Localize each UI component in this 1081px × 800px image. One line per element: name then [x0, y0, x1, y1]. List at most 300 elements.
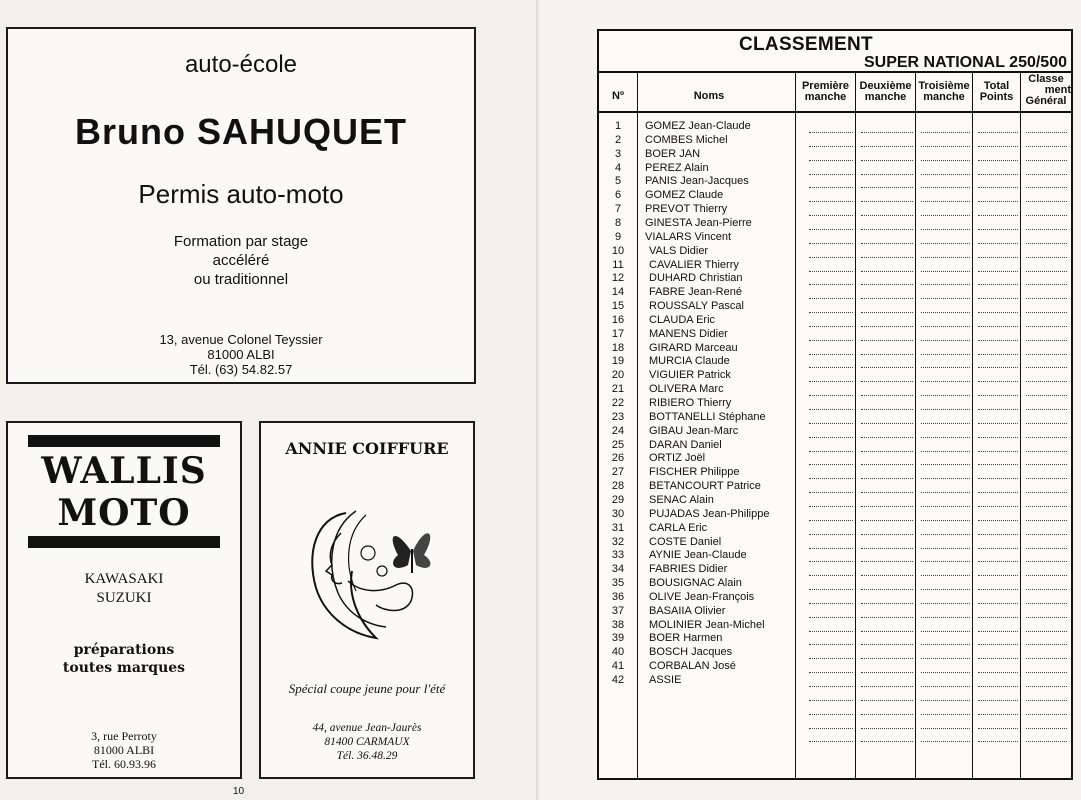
score-blank [861, 451, 913, 452]
score-blank [921, 451, 970, 452]
score-blank [809, 257, 853, 258]
score-blank [978, 617, 1018, 618]
header-number: Nº [612, 90, 624, 102]
score-blank [978, 271, 1018, 272]
score-blank [809, 520, 853, 521]
score-blank [809, 506, 853, 507]
score-blank [1026, 548, 1067, 549]
row-number: 37 [611, 604, 625, 617]
header-line: ment [1044, 84, 1071, 96]
score-blank [921, 326, 970, 327]
score-blank [1026, 229, 1067, 230]
row-number: 5 [614, 175, 622, 188]
score-blank [861, 506, 913, 507]
score-blank [861, 174, 913, 175]
row-name: CORBALAN José [649, 660, 736, 673]
score-blank [978, 492, 1018, 493]
row-number: 9 [614, 230, 622, 243]
row-name: AYNIE Jean-Claude [649, 549, 747, 562]
header-first-heat [796, 81, 855, 103]
score-blank [978, 603, 1018, 604]
row-number: 24 [611, 424, 625, 437]
score-blank [978, 187, 1018, 188]
driving-school-ad [6, 27, 476, 384]
score-blank [809, 603, 853, 604]
score-blank [921, 700, 970, 701]
ad-subtitle: auto-école [184, 51, 298, 78]
score-blank [921, 395, 970, 396]
score-blank [809, 284, 853, 285]
score-blank [921, 257, 970, 258]
score-blank [1026, 340, 1067, 341]
row-number: 3 [614, 147, 622, 160]
score-blank [978, 741, 1018, 742]
score-blank [861, 741, 913, 742]
score-blank [978, 548, 1018, 549]
score-blank [809, 298, 853, 299]
score-blank [978, 686, 1018, 687]
score-blank [861, 409, 913, 410]
score-blank [809, 672, 853, 673]
score-blank [809, 686, 853, 687]
score-blank [921, 631, 970, 632]
formation-line: Formation par stage [173, 233, 309, 250]
row-name: BOUSIGNAC Alain [649, 577, 742, 590]
row-number: 11 [612, 258, 624, 271]
score-blank [1026, 326, 1067, 327]
column-divider [972, 71, 973, 778]
score-blank [1026, 437, 1067, 438]
score-blank [861, 312, 913, 313]
score-blank [1026, 284, 1067, 285]
score-blank [1026, 672, 1067, 673]
score-blank [809, 451, 853, 452]
score-blank [921, 672, 970, 673]
score-blank [921, 478, 970, 479]
row-number: 31 [611, 521, 625, 534]
row-number: 25 [611, 438, 625, 451]
score-blank [978, 243, 1018, 244]
ad-address [8, 729, 240, 771]
score-blank [1026, 617, 1067, 618]
score-blank [861, 257, 913, 258]
header-total [973, 81, 1020, 103]
score-blank [809, 409, 853, 410]
score-blank [809, 132, 853, 133]
row-name: COSTE Daniel [649, 535, 722, 548]
row-name: GIRARD Marceau [649, 341, 738, 354]
score-blank [978, 367, 1018, 368]
score-blank [1026, 312, 1067, 313]
ad-address [8, 332, 474, 377]
row-name: BOER JAN [645, 147, 701, 160]
header-names: Noms [693, 90, 725, 102]
score-blank [861, 229, 913, 230]
score-blank [1026, 700, 1067, 701]
row-name: RIBIERO Thierry [649, 397, 732, 409]
score-blank [861, 187, 913, 188]
row-number: 22 [611, 397, 625, 409]
row-number: 40 [611, 646, 625, 659]
score-blank [861, 534, 913, 535]
row-name: DUHARD Christian [649, 272, 743, 285]
score-blank [1026, 506, 1067, 507]
row-number: 29 [611, 493, 625, 506]
address-line: 13, avenue Colonel Teyssier [159, 332, 323, 347]
formation-line: accéléré [212, 252, 270, 269]
score-blank [921, 354, 970, 355]
header-line: manche [804, 91, 847, 103]
row-number: 15 [611, 300, 625, 313]
score-blank [809, 728, 853, 729]
score-blank [978, 700, 1018, 701]
column-divider [795, 71, 796, 778]
score-blank [978, 478, 1018, 479]
score-blank [978, 312, 1018, 313]
row-name: PANIS Jean-Jacques [645, 175, 749, 188]
score-blank [1026, 257, 1067, 258]
score-blank [921, 174, 970, 175]
score-blank [921, 741, 970, 742]
brand-line: KAWASAKI [84, 571, 164, 587]
score-blank [809, 658, 853, 659]
score-blank [921, 437, 970, 438]
score-blank [1026, 243, 1067, 244]
score-blank [809, 367, 853, 368]
score-blank [809, 478, 853, 479]
score-blank [978, 451, 1018, 452]
moto-shop-ad [6, 421, 242, 779]
row-number: 41 [611, 660, 625, 673]
score-blank [921, 229, 970, 230]
row-number: 12 [611, 272, 625, 285]
score-blank [921, 603, 970, 604]
row-number: 21 [611, 383, 625, 396]
row-name: BOSCH Jacques [649, 646, 733, 659]
score-blank [809, 340, 853, 341]
ad-business-name: Bruno SAHUQUET [75, 111, 407, 152]
score-blank [861, 284, 913, 285]
row-name: BETANCOURT Patrice [649, 480, 761, 493]
row-name: MANENS Didier [649, 327, 728, 340]
score-blank [861, 201, 913, 202]
score-blank [809, 395, 853, 396]
row-name: FISCHER Philippe [649, 466, 740, 479]
score-blank [861, 617, 913, 618]
row-name: GOMEZ Claude [645, 189, 724, 202]
score-blank [861, 423, 913, 424]
score-blank [921, 561, 970, 562]
score-blank [809, 700, 853, 701]
row-number: 28 [611, 480, 625, 493]
score-blank [978, 520, 1018, 521]
row-name: VIALARS Vincent [645, 230, 732, 243]
row-number: 19 [611, 355, 625, 368]
score-blank [1026, 589, 1067, 590]
score-blank [861, 561, 913, 562]
score-blank [1026, 271, 1067, 272]
row-number: 42 [611, 674, 625, 686]
score-blank [809, 146, 853, 147]
row-number: 33 [611, 549, 625, 562]
score-blank [861, 575, 913, 576]
score-blank [978, 658, 1018, 659]
score-blank [809, 714, 853, 715]
score-blank [861, 298, 913, 299]
score-blank [809, 575, 853, 576]
score-blank [1026, 298, 1067, 299]
header-top-rule [599, 71, 1071, 73]
score-blank [921, 160, 970, 161]
score-blank [921, 187, 970, 188]
score-blank [1026, 215, 1067, 216]
score-blank [809, 354, 853, 355]
ad-address [261, 721, 473, 763]
page-number: 10 [233, 786, 245, 797]
score-blank [921, 506, 970, 507]
row-name: BOTTANELLI Stéphane [649, 410, 766, 423]
row-number: 16 [611, 313, 625, 326]
score-blank [921, 575, 970, 576]
row-number: 30 [611, 507, 625, 520]
services-line: toutes marques [62, 660, 186, 676]
row-name: MOLINIER Jean-Michel [649, 618, 765, 631]
score-blank [809, 381, 853, 382]
header-bottom-rule [599, 111, 1071, 113]
right-page [540, 0, 1081, 800]
score-blank [1026, 478, 1067, 479]
score-blank [921, 686, 970, 687]
score-blank [1026, 534, 1067, 535]
header-line: Première [801, 80, 850, 92]
score-blank [978, 257, 1018, 258]
score-blank [809, 160, 853, 161]
score-blank [861, 520, 913, 521]
header-line: manche [923, 91, 965, 103]
score-blank [921, 298, 970, 299]
score-blank [1026, 728, 1067, 729]
score-blank [809, 187, 853, 188]
row-number: 8 [614, 216, 622, 229]
score-blank [1026, 381, 1067, 382]
address-line: 3, rue Perroty [91, 729, 157, 743]
score-blank [861, 631, 913, 632]
score-blank [809, 741, 853, 742]
row-name: OLIVERA Marc [649, 383, 724, 396]
score-blank [1026, 561, 1067, 562]
header-general [1021, 74, 1071, 107]
score-blank [861, 132, 913, 133]
score-blank [861, 728, 913, 729]
score-blank [921, 589, 970, 590]
row-number: 36 [611, 590, 625, 603]
score-blank [1026, 492, 1067, 493]
header-line: Général [1025, 95, 1067, 107]
score-blank [1026, 451, 1067, 452]
address-line: 81000 ALBI [207, 347, 275, 362]
row-name: ORTIZ Joël [649, 452, 706, 465]
score-blank [978, 326, 1018, 327]
ad-business-name: ANNIE COIFFURE [285, 439, 449, 458]
score-blank [1026, 174, 1067, 175]
score-blank [1026, 520, 1067, 521]
row-name: VALS Didier [649, 244, 709, 257]
row-number: 32 [611, 535, 625, 548]
score-blank [809, 644, 853, 645]
row-number: 34 [611, 563, 625, 576]
score-blank [861, 603, 913, 604]
score-blank [921, 658, 970, 659]
row-number: 17 [611, 327, 625, 340]
score-blank [978, 589, 1018, 590]
score-blank [978, 409, 1018, 410]
score-blank [921, 381, 970, 382]
score-blank [1026, 146, 1067, 147]
score-blank [861, 340, 913, 341]
ad-slogan: Spécial coupe jeune pour l'été [288, 681, 446, 696]
column-divider [637, 71, 638, 778]
score-blank [861, 326, 913, 327]
row-number: 10 [611, 244, 625, 257]
score-blank [1026, 409, 1067, 410]
row-name: ROUSSALY Pascal [649, 300, 744, 313]
ad-tagline: Permis auto-moto [138, 179, 344, 209]
row-name: BASAIIA Olivier [649, 604, 726, 617]
row-number: 7 [614, 203, 622, 216]
score-blank [861, 589, 913, 590]
row-name: GIBAU Jean-Marc [649, 424, 739, 437]
score-blank [921, 312, 970, 313]
row-name: MURCIA Claude [649, 355, 730, 368]
score-blank [978, 395, 1018, 396]
row-number: 35 [611, 577, 625, 590]
row-number: 26 [611, 452, 625, 465]
score-blank [809, 437, 853, 438]
score-blank [978, 672, 1018, 673]
services-line: préparations [73, 642, 175, 658]
header-line: Troisième [918, 80, 970, 92]
score-blank [978, 284, 1018, 285]
score-blank [978, 631, 1018, 632]
score-blank [978, 464, 1018, 465]
divider [28, 536, 220, 548]
score-blank [809, 271, 853, 272]
score-blank [921, 423, 970, 424]
score-blank [921, 146, 970, 147]
score-blank [978, 714, 1018, 715]
score-blank [978, 340, 1018, 341]
header-third-heat [916, 81, 972, 103]
score-blank [978, 146, 1018, 147]
score-blank [809, 548, 853, 549]
score-blank [809, 631, 853, 632]
row-name: BOER Harmen [649, 632, 723, 645]
score-blank [861, 354, 913, 355]
score-blank [861, 215, 913, 216]
score-blank [861, 464, 913, 465]
row-name: GOMEZ Jean-Claude [645, 120, 751, 132]
table-title: CLASSEMENT [739, 34, 873, 55]
score-blank [861, 658, 913, 659]
row-number: 27 [611, 466, 625, 479]
score-blank [861, 700, 913, 701]
column-divider [1020, 71, 1021, 778]
divider [28, 435, 220, 447]
score-blank [1026, 354, 1067, 355]
address-line: 44, avenue Jean-Jaurès [312, 722, 422, 734]
row-number: 20 [611, 369, 625, 382]
score-blank [978, 229, 1018, 230]
score-blank [1026, 464, 1067, 465]
score-blank [921, 728, 970, 729]
address-line: Tél. 36.48.29 [336, 750, 398, 762]
score-blank [921, 464, 970, 465]
header-line: Classe [1028, 73, 1064, 85]
row-number: 38 [611, 618, 625, 631]
score-blank [978, 174, 1018, 175]
score-blank [921, 201, 970, 202]
score-blank [1026, 201, 1067, 202]
formation-line: ou traditionnel [193, 271, 289, 288]
score-blank [978, 215, 1018, 216]
score-blank [861, 672, 913, 673]
score-blank [861, 367, 913, 368]
ad-brands [8, 570, 240, 608]
score-blank [809, 312, 853, 313]
woman-butterfly-illustration [286, 493, 446, 643]
score-blank [921, 548, 970, 549]
score-blank [809, 229, 853, 230]
score-blank [861, 146, 913, 147]
score-blank [978, 354, 1018, 355]
score-blank [921, 367, 970, 368]
score-blank [861, 243, 913, 244]
left-page [0, 0, 540, 800]
row-number: 14 [611, 286, 625, 299]
score-blank [921, 520, 970, 521]
score-blank [1026, 187, 1067, 188]
score-blank [921, 617, 970, 618]
column-divider [855, 71, 856, 778]
score-blank [978, 506, 1018, 507]
address-line: Tél. (63) 54.82.57 [189, 362, 293, 377]
ad-formation [8, 232, 474, 289]
score-blank [1026, 714, 1067, 715]
score-blank [978, 437, 1018, 438]
score-blank [861, 644, 913, 645]
score-blank [809, 534, 853, 535]
ad-services [8, 641, 240, 677]
score-blank [1026, 741, 1067, 742]
row-number: 1 [614, 120, 622, 132]
row-name: CLAUDA Eric [649, 313, 716, 326]
score-blank [809, 492, 853, 493]
score-blank [1026, 132, 1067, 133]
score-blank [921, 644, 970, 645]
score-blank [809, 589, 853, 590]
score-blank [1026, 658, 1067, 659]
score-blank [1026, 367, 1067, 368]
score-blank [1026, 423, 1067, 424]
score-blank [978, 575, 1018, 576]
row-number: 6 [614, 189, 622, 202]
score-blank [978, 423, 1018, 424]
header-line: manche [864, 91, 907, 103]
score-blank [809, 215, 853, 216]
table-subtitle: SUPER NATIONAL 250/500 [863, 54, 1067, 71]
row-number: 18 [611, 341, 625, 354]
score-blank [809, 326, 853, 327]
